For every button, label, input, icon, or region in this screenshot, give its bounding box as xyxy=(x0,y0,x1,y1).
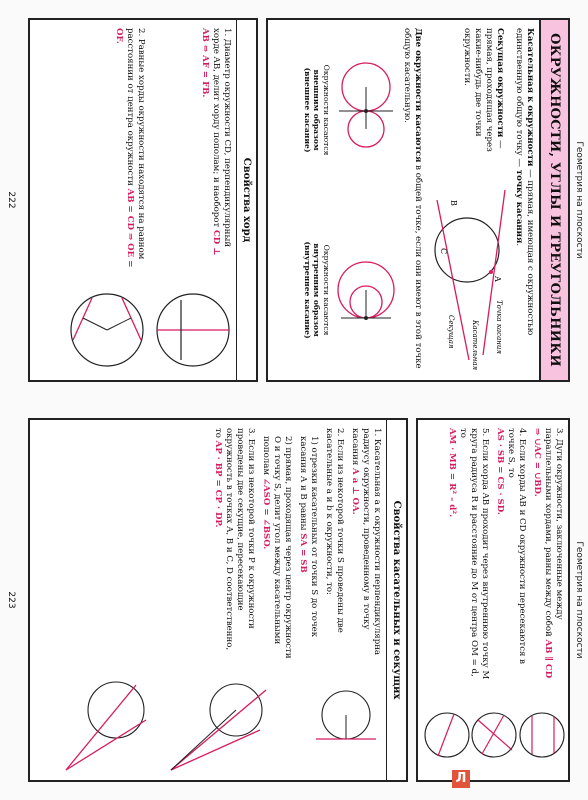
running-header: Геометрия на плоскости xyxy=(574,141,584,259)
chord-property-4: 4. Если хорды AB и CD окружности пересекаются в точке S, то AS · SB = CS · SD. xyxy=(495,428,527,665)
chord-property-5: 5. Если хорда AB проходит через внутреннюю точку M круга радиуса R и расстояние до M от центра OM = d, то AM · MB = R² – d². xyxy=(447,428,490,680)
svg-text:Касательная: Касательная xyxy=(471,320,479,371)
svg-text:Секущая: Секущая xyxy=(447,315,455,349)
tangents-secants-box xyxy=(28,418,408,782)
tangent-property-2-1: 1) отрезки касательных от точки S до точек касания A и B равны SA = SB xyxy=(298,436,319,638)
chord-perpendicular-figure xyxy=(150,280,236,380)
secant-definition: Секущая окружности — прямая, проходящая через какие-нибудь две точки окружности. xyxy=(462,28,505,152)
tangents-box: ОКРУЖНОСТИ, УГЛЫ И ТРЕУГОЛЬНИКИ Касательная к окружности — прямая, имеющая с окружностью единственную общую точку — точку касания. Секущая окружности — прямая, проходящая через какие-нибудь две точки окружности. A B C Точка касания Касательная Секущая Две окружности касаются в общей точке, если они имеют в этой точке общую касательную. Окружности касаются внешним образом (внешнее касание) Окружности касаются внутренним образом (внутреннее касание) xyxy=(266,18,570,382)
tangent-property-2: 2. Если из некоторой точки S проведены две касательные a и b к окружности, то: xyxy=(324,428,345,633)
page-223 xyxy=(0,400,588,800)
svg-text:B: B xyxy=(449,200,458,206)
tangent-property-1: 1. Касательная a к окружности перпендикулярна радиусу окружности, проведенному в точку касания A a ⊥ OA. xyxy=(350,428,382,656)
page-number: 222 xyxy=(6,191,16,209)
secant-property-3: 3. Если из некоторой точки P к окружности проведены две секущие, пересекающие окружность в точках A, B и C, D соответственно, то AP · BP = CP · DP. xyxy=(213,428,256,651)
tangent-figures xyxy=(56,670,386,780)
equal-chords-figure xyxy=(64,280,150,380)
tangent-secant-figure xyxy=(431,180,509,380)
running-header: Геометрия на плоскости xyxy=(574,541,584,659)
chords-figures xyxy=(422,690,568,780)
chord-property-2: 2. Равные хорды окружности находятся на равном расстоянии от центра окружности AB = CD ⇒ OE = OF. xyxy=(114,28,146,268)
chords-box xyxy=(28,18,258,382)
page-number: 223 xyxy=(6,591,16,609)
publisher-logo: Л xyxy=(452,770,470,788)
chords-heading: Свойства хорд xyxy=(236,20,256,380)
chords-continued-box xyxy=(416,418,570,782)
page-title: ОКРУЖНОСТИ, УГЛЫ И ТРЕУГОЛЬНИКИ xyxy=(539,20,568,380)
tangent-definition: Касательная к окружности — прямая, имеющая с окружностью единственную общую точку — точку касания. xyxy=(514,28,535,336)
svg-text:C: C xyxy=(439,248,448,255)
chord-property-1: 1. Диаметр окружности CD, перпендикулярный хорде AB, делит хорду пополам; и наоборот CD ⊥ AB ⇔ AF = FB. xyxy=(200,28,232,256)
touching-definition: Две окружности касаются в общей точке, если они имеют в этой точке общую касательную. xyxy=(402,28,423,369)
tangents-heading: Свойства касательных и секущих xyxy=(386,420,406,780)
internal-tangency-figure xyxy=(335,205,397,375)
svg-text:A: A xyxy=(493,276,502,282)
tangent-property-2-2: 2) прямая, проходящая через центр окружности O и точку S, делит угол между касательными пополам ∠ASO = ∠BSO. xyxy=(261,436,293,659)
external-tangency-figure xyxy=(335,25,397,195)
svg-text:Точка касания: Точка касания xyxy=(495,300,503,355)
arc-property-3: 3. Дуги окружности, заключенные между параллельными хордами, равны между собой AB ∥ CD ⇒ ∪AC = ∪BD. xyxy=(532,428,564,679)
